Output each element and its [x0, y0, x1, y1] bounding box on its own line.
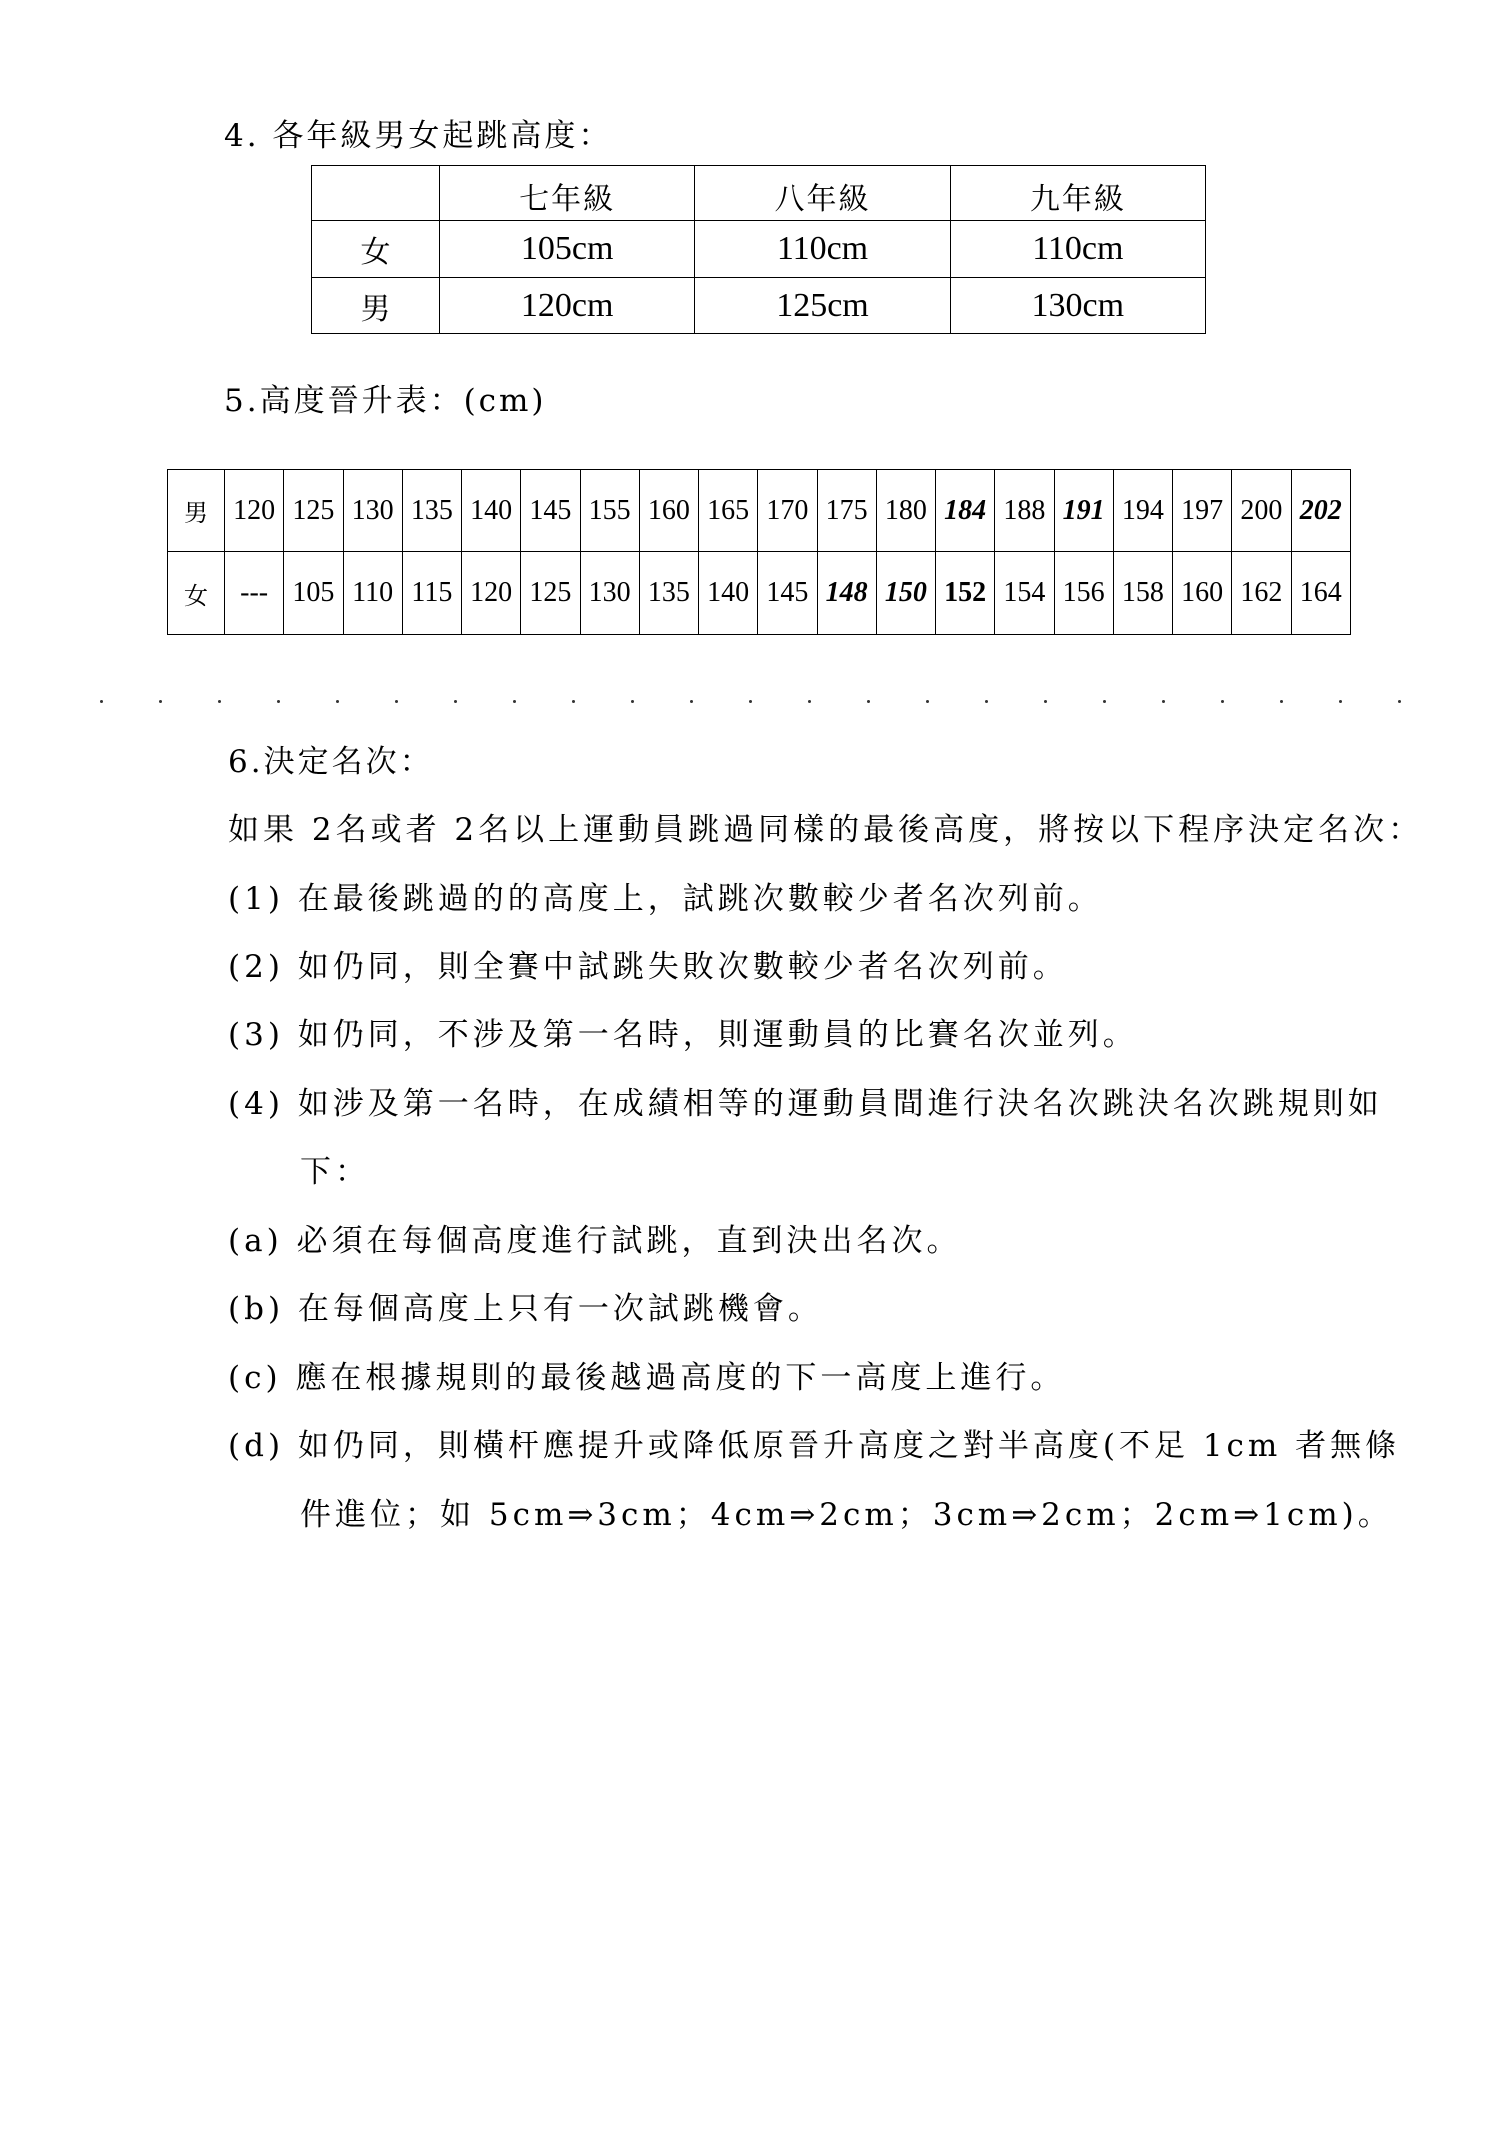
- female-grade-7-value: 105cm: [440, 221, 695, 278]
- male-height-cell: 197: [1173, 470, 1232, 552]
- section6-intro: 如果 2名或者 2名以上運動員跳過同樣的最後高度，將按以下程序決定名次：: [228, 812, 1424, 848]
- female-height-cell: 145: [758, 552, 817, 635]
- row-label-female: 女: [168, 552, 225, 635]
- rule-item-c: (c) 應在根據規則的最後越過高度的下一高度上進行。: [228, 1360, 1066, 1396]
- male-height-cell: 125: [284, 470, 343, 552]
- header-grade-9: 九年級: [950, 166, 1205, 221]
- male-height-cell: 130: [343, 470, 402, 552]
- rule-item-a: (a) 必須在每個高度進行試跳，直到決出名次。: [228, 1223, 962, 1259]
- female-grade-9-value: 110cm: [950, 221, 1205, 278]
- female-height-cell: 164: [1291, 552, 1351, 635]
- male-height-cell: 200: [1232, 470, 1291, 552]
- female-height-cell: 115: [402, 552, 461, 635]
- table-row-male: [312, 278, 1206, 334]
- female-height-cell: 158: [1113, 552, 1172, 635]
- male-height-cell: 175: [817, 470, 876, 552]
- header-grade-8: 八年級: [695, 166, 950, 221]
- male-grade-7-value: 120cm: [440, 278, 695, 334]
- female-height-cell: 162: [1232, 552, 1291, 635]
- male-height-cell: 180: [876, 470, 935, 552]
- rule-item-b: (b) 在每個高度上只有一次試跳機會。: [228, 1291, 823, 1327]
- female-height-cell: 150: [876, 552, 935, 635]
- male-height-cell: 170: [758, 470, 817, 552]
- rule-item-1: (1) 在最後跳過的的高度上，試跳次數較少者名次列前。: [228, 881, 1103, 917]
- male-height-cell: 120: [225, 470, 284, 552]
- row-label-male: 男: [168, 470, 225, 552]
- male-height-cell: 191: [1054, 470, 1113, 552]
- male-height-cell: 135: [402, 470, 461, 552]
- male-height-cell: 140: [462, 470, 521, 552]
- header-grade-7: 七年級: [440, 166, 695, 221]
- female-height-cell: 140: [699, 552, 758, 635]
- male-height-cell: 202: [1291, 470, 1351, 552]
- female-height-cell: 130: [580, 552, 639, 635]
- height-progression-table: [167, 469, 1351, 635]
- rule-item-2: (2) 如仍同，則全賽中試跳失敗次數較少者名次列前。: [228, 949, 1068, 985]
- rule-item-d: (d) 如仍同，則橫杆應提升或降低原晉升高度之對半高度(不足 1cm 者無條: [228, 1428, 1401, 1464]
- female-height-cell: 160: [1173, 552, 1232, 635]
- rule-item-4: (4) 如涉及第一名時，在成績相等的運動員間進行決名次跳決名次跳規則如: [228, 1086, 1383, 1122]
- table-row-female: [312, 221, 1206, 278]
- female-height-cell: 120: [462, 552, 521, 635]
- female-height-cell: 125: [521, 552, 580, 635]
- male-height-cell: 165: [699, 470, 758, 552]
- row-label-male: 男: [312, 278, 440, 334]
- female-heights-row: [168, 552, 1351, 635]
- row-label-female: 女: [312, 221, 440, 278]
- female-height-cell: 148: [817, 552, 876, 635]
- male-grade-8-value: 125cm: [695, 278, 950, 334]
- section5-title: 5.高度晉升表：(cm): [224, 383, 547, 419]
- empty-header-cell: [312, 166, 440, 221]
- rule-item-3: (3) 如仍同，不涉及第一名時，則運動員的比賽名次並列。: [228, 1017, 1138, 1053]
- male-heights-row: [168, 470, 1351, 552]
- rule-item-4-continued: 下：: [300, 1154, 370, 1190]
- male-height-cell: 160: [639, 470, 698, 552]
- female-height-cell: 110: [343, 552, 402, 635]
- table-header-row: [312, 166, 1206, 221]
- female-height-cell: ---: [225, 552, 284, 635]
- female-height-cell: 156: [1054, 552, 1113, 635]
- rule-item-d-continued: 件進位；如 5cm⇒3cm；4cm⇒2cm；3cm⇒2cm；2cm⇒1cm)。: [300, 1497, 1393, 1533]
- male-height-cell: 155: [580, 470, 639, 552]
- section4-title: 4. 各年級男女起跳高度：: [224, 118, 613, 154]
- female-height-cell: 135: [639, 552, 698, 635]
- dotted-separator: [100, 700, 1420, 708]
- grade-start-height-table: [311, 165, 1206, 334]
- female-height-cell: 154: [995, 552, 1054, 635]
- male-grade-9-value: 130cm: [950, 278, 1205, 334]
- female-height-cell: 152: [936, 552, 995, 635]
- section6-title: 6.決定名次：: [228, 744, 434, 780]
- male-height-cell: 188: [995, 470, 1054, 552]
- male-height-cell: 194: [1113, 470, 1172, 552]
- male-height-cell: 184: [936, 470, 995, 552]
- male-height-cell: 145: [521, 470, 580, 552]
- female-grade-8-value: 110cm: [695, 221, 950, 278]
- female-height-cell: 105: [284, 552, 343, 635]
